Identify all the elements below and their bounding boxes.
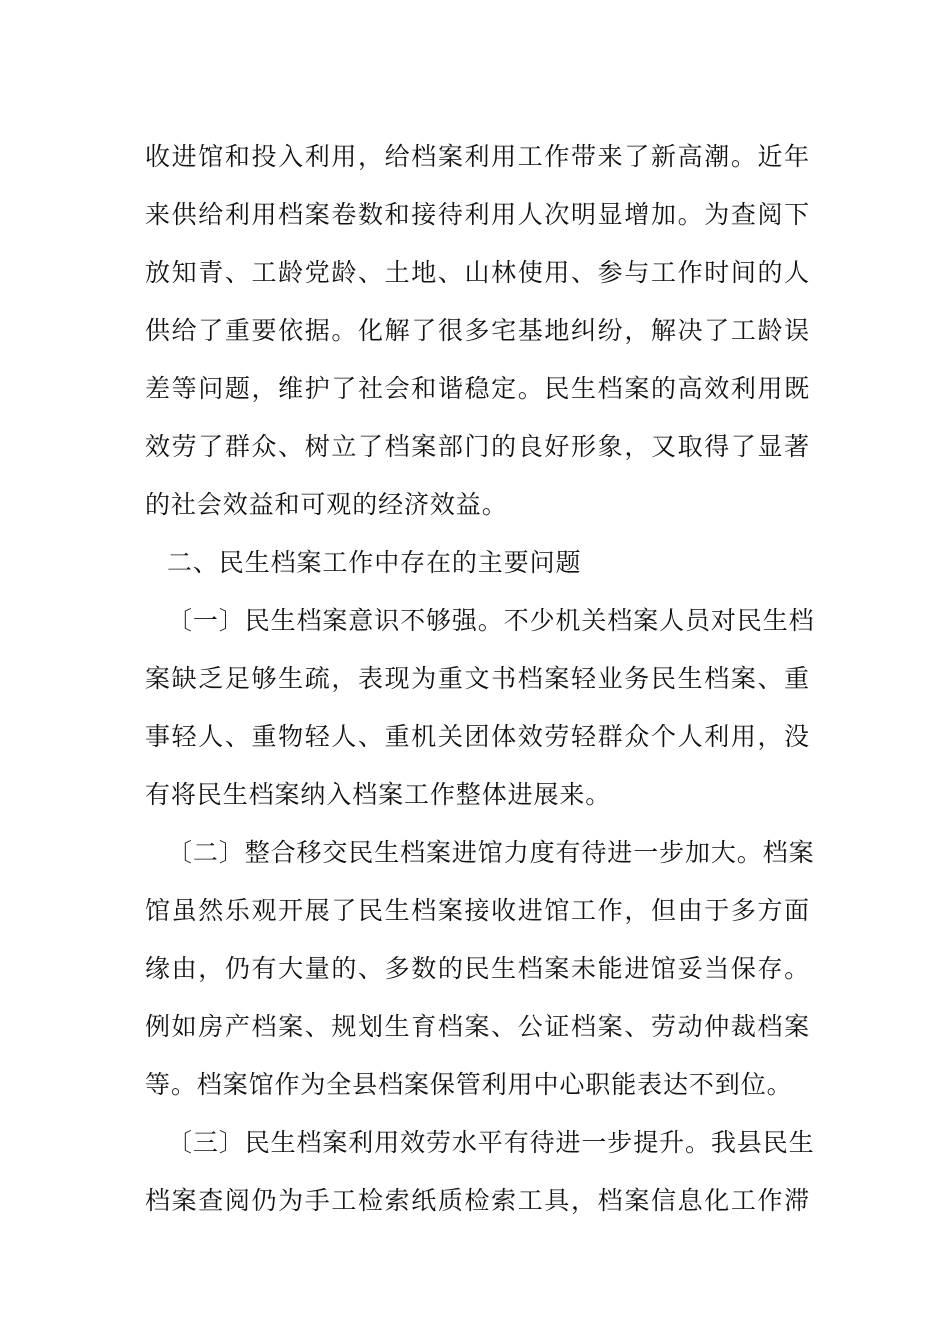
text-line: 差等问题，维护了社会和谐稳定。民生档案的高效利用既 — [145, 374, 810, 403]
text-line: 等。档案馆作为全县档案保管利用中心职能表达不到位。 — [145, 1070, 793, 1099]
document-body — [145, 128, 815, 1230]
paragraph-first-line: 〔二〕整合移交民生档案进馆力度有待进一步加大。档案 — [167, 838, 815, 867]
text-line: 案缺乏足够生疏，表现为重文书档案轻业务民生档案、重 — [145, 664, 810, 693]
text-line: 事轻人、重物轻人、重机关团体效劳轻群众个人利用，没 — [145, 722, 810, 751]
text-line: 效劳了群众、树立了档案部门的良好形象，又取得了显著 — [145, 432, 810, 461]
text-line: 缘由，仍有大量的、多数的民生档案未能进馆妥当保存。 — [145, 954, 810, 983]
text-line: 馆虽然乐观开展了民生档案接收进馆工作，但由于多方面 — [145, 896, 810, 925]
text-line: 收进馆和投入利用，给档案利用工作带来了新高潮。近年 — [145, 142, 810, 171]
text-line: 供给了重要依据。化解了很多宅基地纠纷，解决了工龄误 — [145, 316, 810, 345]
section-heading: 二、民生档案工作中存在的主要问题 — [167, 548, 582, 577]
text-line: 档案查阅仍为手工检索纸质检索工具，档案信息化工作滞 — [145, 1186, 810, 1215]
text-line: 的社会效益和可观的经济效益。 — [145, 490, 508, 519]
paragraph-first-line: 〔三〕民生档案利用效劳水平有待进一步提升。我县民生 — [167, 1128, 815, 1157]
text-line: 有将民生档案纳入档案工作整体进展来。 — [145, 780, 612, 809]
text-line: 来供给利用档案卷数和接待利用人次明显增加。为查阅下 — [145, 200, 810, 229]
text-line: 例如房产档案、规划生育档案、公证档案、劳动仲裁档案 — [145, 1012, 810, 1041]
text-line: 放知青、工龄党龄、土地、山林使用、参与工作时间的人 — [145, 258, 810, 287]
paragraph-first-line: 〔一〕民生档案意识不够强。不少机关档案人员对民生档 — [167, 606, 815, 635]
